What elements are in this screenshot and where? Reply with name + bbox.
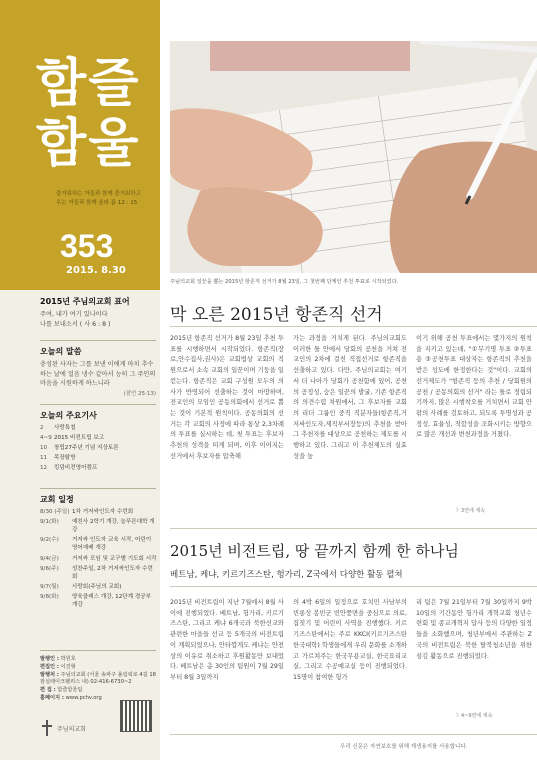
schedule-row: 9/7(월) 사랑회(주님의 교회) bbox=[40, 583, 122, 590]
church-schedule bbox=[40, 488, 156, 611]
schedule-row: 8/30 (주일) 1차 거저싸인도자 수련회 bbox=[40, 509, 134, 515]
church-schedule-heading: 교회 일정 bbox=[40, 495, 74, 504]
key-articles bbox=[40, 404, 156, 475]
story1-col3: 이기 위해 공천 투표에서는 몇가지의 원칙을 지키고 있는데, "①무기명 투표 ②투표용 ③공천투표 대상자는 항존직의 추천을 받은 성도에 한정한다는 것"이다. 교회의 선거제도가 "항존직 등의 추천 / 당회원의 공천 / 공동의회의 선거" 라는 틀로 정립되기까지, 많은 시행착오를 거치면서 교회 안팎의 사례를 검토하고, 되도록 투명성과 공정성, 효율성, 적합성을 조화시키는 방향으로 많은 개선과 변천과정을 거쳤다. bbox=[416, 335, 532, 439]
key-articles-heading: 오늘의 주요기사 bbox=[40, 411, 97, 420]
publisher: 박원호 bbox=[60, 656, 76, 662]
story1-col1: 2015년 항존직 선거가 8월 23일 추천 투표를 시행하면서 시작되었다. 항존직(장로,안수집사,권사)은 교회법상 교회의 직원으로서 소속 교회의 일꾼이며 기둥을 일컫는다. 항존직은 교회 구성원 모두의 의사가 반영되어 선출하는 것이 마땅하며, 전교인의 모임인 공동의회에서 선거로 뽑는 것이 기본적 원칙이다. 공동의회의 선거는 각 교회의 사정에 따라 통상 2,3차례의 투표를 실시하는 데, 첫 투표는 후보자 추천의 성격을 띠게 되며, 이후 이어지는 선거에서 후보자를 압축해 bbox=[170, 335, 284, 460]
divider bbox=[170, 528, 537, 529]
masthead-title-top: 함즐 bbox=[36, 54, 141, 114]
list-item[interactable]: 4~9 2015 비전트립 보고 bbox=[40, 435, 105, 442]
today-word-heading: 오늘의 말씀 bbox=[40, 347, 82, 356]
year-motto-line1: 주여, 내가 여기 있나이다 bbox=[40, 311, 108, 318]
year-motto bbox=[40, 296, 156, 329]
story1-col2: 가는 과정을 거치게 된다. 주님의교회도 이러한 틀 안에서 당회의 공천을 거쳐 전교인의 2차에 걸친 직접선거로 항존직을 선출하고 있다. 다만, 주님의교회는 여기서 더 나아가 당회가 공천함에 있어, 공천의 공정성, 숭은 일꾼의 발굴, 기존 항존직의 의견수렴 차원에서, 그 후보자를 교회의 리더 그룹인 중직 직분자들(항존직,거저싸인도자,제직부서장등)의 추천을 받아 그 추천자를 대상으로 공천하는 제도를 시행하고 있다. 그리고 이 추천제도의 실효성을 높 bbox=[293, 335, 407, 460]
schedule-row: 9/4(금) 거저싸 모임 및 교구별 기도회 시작 bbox=[40, 555, 157, 562]
voting-hands-illustration bbox=[170, 41, 537, 273]
today-word-text: 충성된 사자는 그를 보낸 이에게 마치 추수하는 날에 얼음 냉수 같아서 능히 그 주인의 마음을 시원하게 하느니라 bbox=[40, 361, 156, 388]
list-item[interactable]: 2 사랑톡칩 bbox=[40, 425, 76, 431]
today-word-ref: (잠언 25:13) bbox=[123, 390, 156, 397]
website-link[interactable]: www.pchv.org bbox=[65, 694, 102, 701]
office-address: 주님의교회 (서울 송파구 올림픽로 4길 18 잠실레이크펠리스 내) 02-416-6730~2 bbox=[40, 671, 156, 686]
story2-col1: 2015년 비전트립이 지난 7월에서 8월 사이에 진행되었다. 베트남, 헝가리, 키르기즈스탄, 그리고 케냐 6개국과 북한선교와 관련한 마을들 선교 등 5개국의 비전트립이 계획되었으나, 안타깝게도 케냐는 안전상의 이유로 취소하고 후원활동만 보내었다. 베트남은 총 30인의 팀원이 7월 29일부터 8월 3일까지 bbox=[170, 599, 284, 681]
divider bbox=[40, 340, 156, 341]
credits: 발행인 : 박원호 편집인 : 이진형 발행처 : 주님의교회 (서울 송파구 올림픽로 4길 18 잠실레이크펠리스 내) 02-416-6730~2 편 집 : 함즐함울팀 홈페이지 : www.pchv.org bbox=[40, 650, 156, 703]
subheadline-vision-trip: 베트남, 케냐, 키르기즈스탄, 헝가리, Z국에서 다양한 활동 펼쳐 bbox=[170, 570, 403, 580]
key-articles-list bbox=[40, 424, 158, 475]
year-motto-line2: 나를 보내소서 ( 사 6 : 8 ) bbox=[40, 320, 111, 328]
headline-vision-trip[interactable]: 2015년 비전트립, 땅 끝까지 함께 한 하나님 bbox=[170, 542, 459, 560]
divider bbox=[170, 734, 537, 735]
schedule-row: 9/8(화) 양육클래스 개강, 12단계 경공부 개강 bbox=[40, 593, 152, 609]
qr-code[interactable] bbox=[120, 700, 152, 732]
list-item[interactable]: 11 목장탐방 bbox=[40, 455, 76, 462]
recycled-paper-note: 우리 신문은 자연보호를 위해 재생용지를 사용합니다. bbox=[340, 744, 468, 750]
editor: 이진형 bbox=[60, 663, 76, 670]
photo-caption: 주님의교회 일꾼을 뽑는 2015년 항존직 선거가 8월 23일, 그 첫번째 단계인 추천 투표로 시작되었다. bbox=[170, 279, 399, 285]
schedule-row: 9/2(수) 거저싸 인도자 교육 시작, 어린이 영어예배 개강 bbox=[40, 537, 152, 552]
sidebar bbox=[0, 0, 160, 760]
divider bbox=[40, 404, 156, 405]
divider bbox=[170, 586, 537, 587]
list-item[interactable]: 12 킹덤비전영어캠프 bbox=[40, 465, 98, 472]
cover-photo bbox=[170, 41, 537, 273]
issue-date: 2015. 8.30 bbox=[66, 265, 126, 276]
masthead-title-bottom: 함울 bbox=[36, 114, 141, 174]
schedule-row: 9/1(화) 예친사 2학기 개강, 늘푸른대학 개강 bbox=[40, 519, 155, 534]
story2-continued[interactable]: 》4~9면에 계속 bbox=[456, 713, 493, 719]
today-word bbox=[40, 340, 156, 397]
schedule-list bbox=[40, 508, 158, 611]
issue-number: 353 bbox=[60, 228, 114, 264]
divider bbox=[40, 650, 156, 651]
story2-col3: 리 팀은 7월 21일부터 7월 30일까지 9박 10일의 기간동안 헝가리 개혁교회 청년수련회 및 종교개혁지 답사 등의 다양한 일정들을 소화했으며, 청년부에서 주관하는 Z국의 비전트립은 북한 탈북청소년을 위한 섬김 활동으로 진행되었다. bbox=[416, 599, 532, 660]
church-cross-icon bbox=[40, 720, 54, 736]
headline-election[interactable]: 막 오른 2015년 항존직 선거 bbox=[170, 305, 383, 325]
story2-col2: 의 4박 6일의 일정으로 호치민 사남부의 빈롱성 봉빈군 빈안쭝면을 중심으로 의료, 집짓기 및 어린이 사역을 진행했다. 키르기즈스탄에서는 주로 KKCI(키르기즈스탄한국대학) 학생들에게 우리 문화를 소개하고 가르쳐주는 한국무용교실, 한국요리교실, 그리고 수공예교실 등이 진행되었다. 15명이 참여한 헝가 bbox=[293, 599, 407, 681]
divider bbox=[170, 326, 537, 327]
masthead-motto: 즐거워하는 자들과 함께 즐거워하고 우는 자들과 함께 울라 롬 12 : 15 bbox=[56, 191, 141, 206]
church-logo: 주님의교회 bbox=[40, 720, 86, 736]
year-motto-heading: 2015년 주님의교회 표어 bbox=[40, 297, 130, 306]
edit-team: 함즐함울팀 bbox=[57, 687, 83, 694]
schedule-row: 9/6(주) 성찬주일, 2차 거저싸인도자 수련회 bbox=[40, 565, 153, 580]
masthead bbox=[0, 0, 160, 290]
list-item[interactable]: 10 창립27주년 기념 지상토론 bbox=[40, 445, 119, 452]
story1-continued[interactable]: 》3면에 계속 bbox=[456, 508, 486, 514]
divider bbox=[40, 488, 156, 489]
